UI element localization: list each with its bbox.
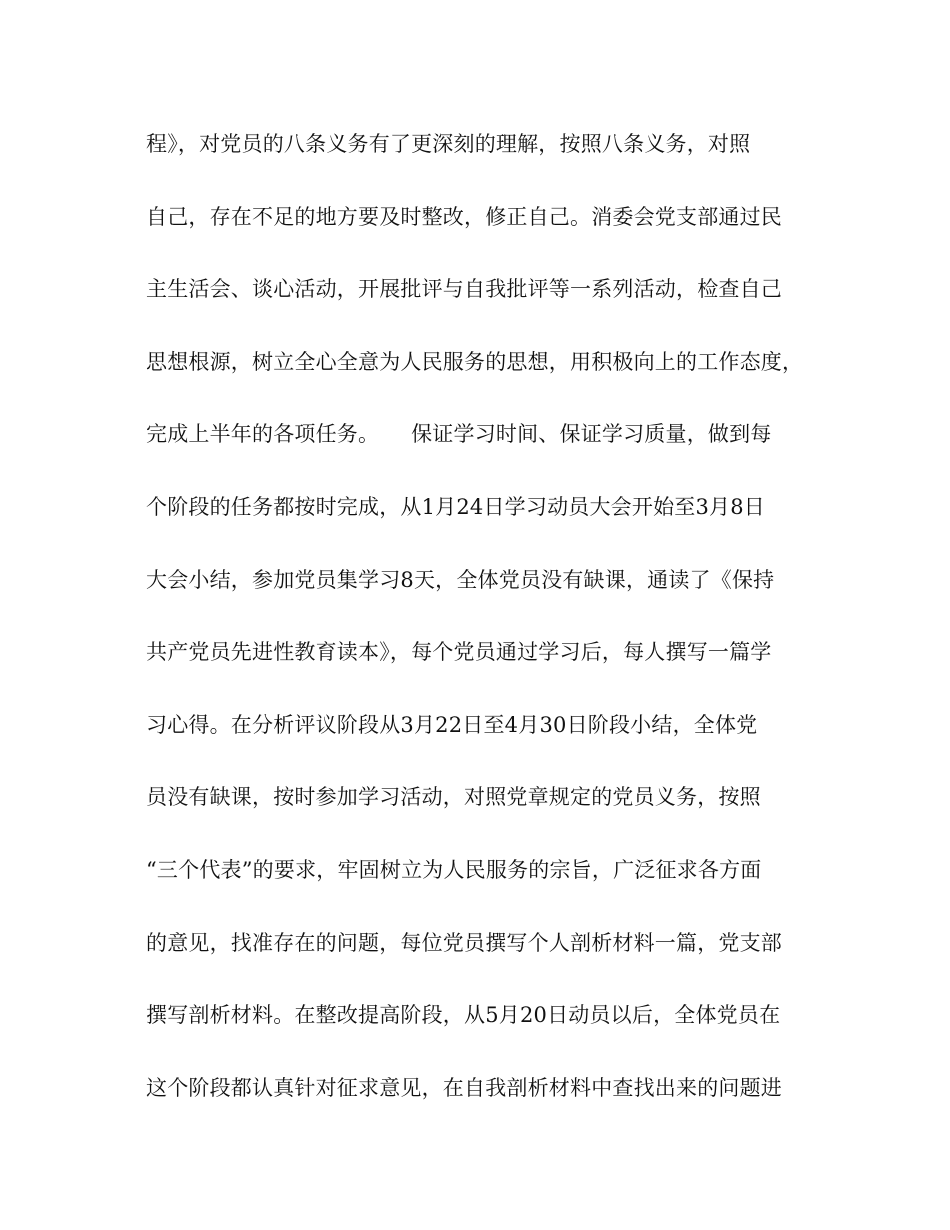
text-line: 撰写剖析材料。在整改提高阶段，从5月20日动员以后，全体党员在: [146, 1003, 781, 1028]
text-line: 个阶段的任务都按时完成，从1月24日学习动员大会开始至3月8日: [146, 494, 766, 519]
text-line: 完成上半年的各项任务。 保证学习时间、保证学习质量，做到每: [146, 422, 772, 447]
text-line: 员没有缺课，按时参加学习活动，对照党章规定的党员义务，按照: [146, 785, 761, 810]
text-line: 的意见，找准存在的问题，每位党员撰写个人剖析材料一篇，党支部: [146, 930, 782, 955]
text-line: “三个代表”的要求，牢固树立为人民服务的宗旨，广泛征求各方面: [146, 857, 762, 882]
body-text: [146, 124, 816, 1140]
text-line: 自己，存在不足的地方要及时整改，修正自己。消委会党支部通过民: [146, 204, 782, 229]
text-line: 思想根源，树立全心全意为人民服务的思想，用积极向上的工作态度，: [146, 349, 804, 374]
text-line: 大会小结，参加党员集学习8天，全体党员没有缺课，通读了《保持: [146, 567, 775, 592]
text-line: 主生活会、谈心活动，开展批评与自我批评等一系列活动，检查自己: [146, 277, 782, 302]
text-line: 共产党员先进性教育读本》，每个党员通过学习后，每人撰写一篇学: [146, 640, 772, 665]
text-line: 习心得。在分析评议阶段从3月22日至4月30日阶段小结，全体党: [146, 712, 758, 737]
text-line: 这个阶段都认真针对征求意见，在自我剖析材料中查找出来的问题进: [146, 1075, 782, 1100]
text-line: 程》，对党员的八条义务有了更深刻的理解，按照八条义务，对照: [146, 132, 751, 156]
